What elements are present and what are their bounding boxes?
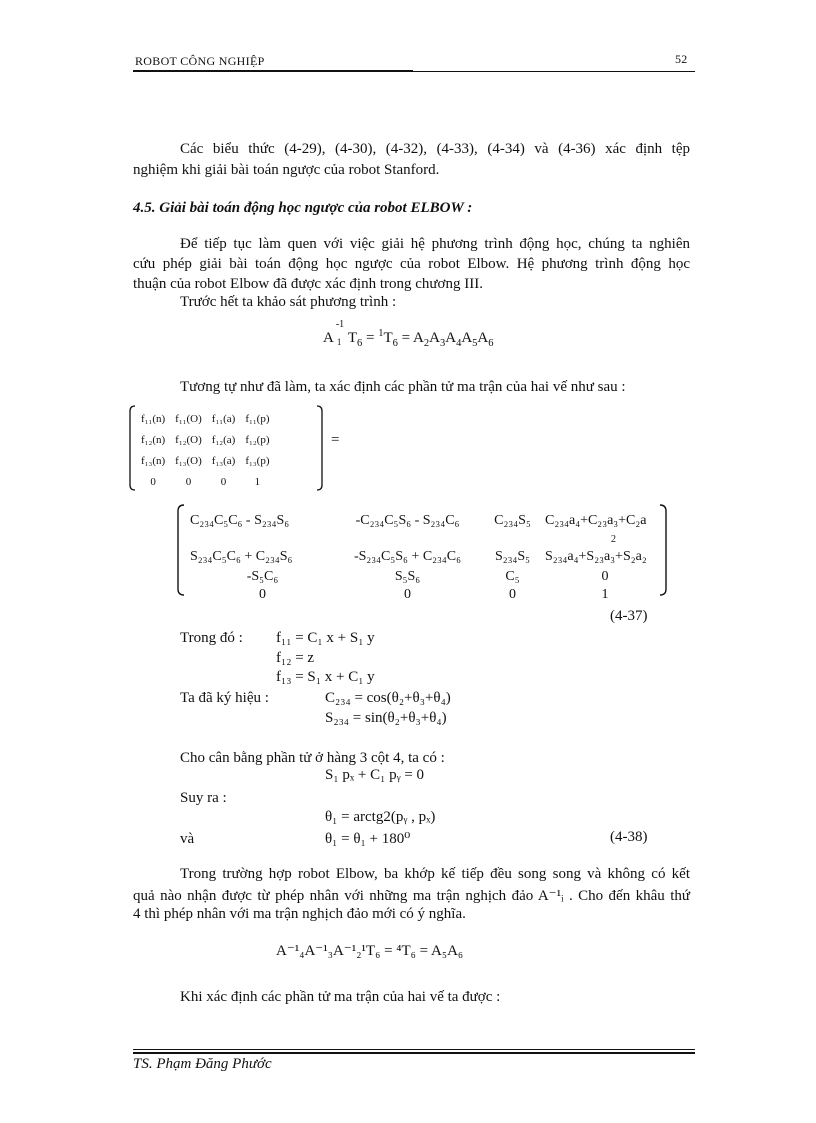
matrix-cell [480, 532, 545, 546]
intro-line-1: Các biểu thức (4-29), (4-30), (4-32), (4-33), (4-34) và (4-36) xác định tệp [180, 141, 690, 157]
matrix-cell: 0 [404, 587, 411, 602]
right-matrix [190, 510, 665, 604]
para2: Tương tự như đã làm, ta xác định các phần tử ma trận của hai vế như sau : [180, 379, 626, 395]
definition-f11: f₁₁ = C₁ x + S₁ y [276, 630, 375, 646]
balance-equation: S₁ pₓ + C₁ pᵧ = 0 [325, 767, 425, 783]
left-matrix-row [136, 450, 275, 471]
right-matrix-open-bracket [174, 504, 186, 596]
matrix-cell: f₁₃(p) [245, 454, 270, 467]
left-matrix-row [136, 429, 275, 450]
matrix-cell: f₁₂(a) [211, 433, 236, 446]
matrix-cell: 0 [185, 475, 192, 488]
matrix-cell: f₁₁(p) [245, 412, 270, 425]
para4: Khi xác định các phần tử ma trận của hai vế ta được : [180, 989, 501, 1005]
right-matrix-close-bracket [658, 504, 670, 596]
matrix-cell: C₅ [505, 569, 520, 584]
matrix-cell: f₁₁(O) [175, 412, 202, 425]
right-matrix-row [190, 546, 665, 568]
notation-s234: S₂₃₄ = sin(θ₂+θ₃+θ₄) [325, 710, 447, 726]
matrix-cell: C₂₃₄S₅ [494, 513, 531, 528]
para1-line-3: thuận của robot Elbow đã được xác định trong chương III. [133, 276, 483, 292]
where-label: Trong đó : [180, 630, 243, 646]
matrix-cell: f₁₂(p) [245, 433, 270, 446]
matrix-cell: f₁₁(n) [141, 412, 166, 425]
left-matrix-close-bracket [315, 405, 325, 491]
theta1-equation: θ₁ = arctg2(pᵧ , pₓ) [325, 809, 436, 825]
header-rule-thin [413, 71, 695, 72]
left-matrix-row [136, 408, 275, 429]
section-heading: 4.5. Giải bài toán động học ngược của robot ELBOW : [133, 200, 473, 216]
matrix-cell: 0 [601, 569, 609, 584]
matrix-cell: f₁₁(a) [211, 412, 236, 425]
running-header-title: ROBOT CÔNG NGHIỆP [135, 54, 265, 68]
footer-rule-top [133, 1049, 695, 1050]
right-matrix-row [190, 568, 665, 586]
matrix-cell: S₂₃₄C₅C₆ + C₂₃₄S₆ [190, 549, 293, 564]
right-matrix-row [190, 532, 665, 546]
suy-ra-label: Suy ra : [180, 790, 227, 806]
definition-f12: f₁₂ = z [276, 650, 315, 666]
theta1-alt-equation: θ₁ = θ₁ + 180⁰ [325, 831, 411, 847]
equation-number-4-37: (4-37) [610, 608, 648, 624]
notation-c234: C₂₃₄ = cos(θ₂+θ₃+θ₄) [325, 690, 451, 706]
footer-author: TS. Phạm Đăng Phước [133, 1056, 272, 1072]
matrix-cell: S₅S₆ [394, 569, 421, 584]
equation-inverse-a1: A -1 1 $T_6 = ^1T_6 = A_2A_3A_4A_5A_6$ [323, 319, 494, 349]
para3-line-3: 4 thì phép nhân với ma trận nghịch đảo mới có ý nghĩa. [133, 906, 466, 922]
matrix-cell: f₁₂(O) [175, 433, 202, 446]
matrix-cell: C₂₃₄C₅C₆ - S₂₃₄S₆ [190, 513, 290, 528]
para1-line-1: Để tiếp tục làm quen với việc giải hệ phương trình động học, chúng ta nghiên [180, 236, 690, 252]
matrix-cell [335, 532, 480, 546]
notation-label: Ta đã ký hiệu : [180, 690, 269, 706]
para3-line-2: quả nào nhận được từ phép nhân với những ma trận nghịch đảo A⁻¹ᵢ . Cho đến khâu thứ [133, 888, 690, 904]
matrix-cell: f₁₃(a) [211, 454, 236, 467]
matrix-cell: f₁₃(n) [141, 454, 166, 467]
matrix-cell: f₁₃(O) [175, 454, 202, 467]
para3-line-1: Trong trường hợp robot Elbow, ba khớp kế tiếp đều song song và không có kết [180, 866, 690, 882]
para1-line-4: Trước hết ta khảo sát phương trình : [180, 294, 397, 310]
right-matrix-row [190, 510, 665, 532]
matrix-cell: S₂₃₄S₅ [494, 549, 531, 564]
right-matrix-row [190, 586, 665, 604]
matrix-cell [190, 532, 335, 546]
para1-line-2: cứu phép giải bài toán động học ngược của robot Elbow. Hệ phương trình động học [133, 256, 690, 272]
footer-rule-bottom [133, 1052, 695, 1054]
left-matrix-row [136, 471, 275, 492]
matrix-cell: 0 [220, 475, 227, 488]
balance-text: Cho cân bằng phần tử ở hàng 3 cột 4, ta có : [180, 750, 445, 766]
left-matrix [136, 408, 275, 492]
matrix-cell: 0 [150, 475, 156, 488]
matrix-cell: C₂₃₄a₄+C₂₃a₃+C₂a [545, 513, 647, 528]
matrix-cell: S₂₃₄a₄+S₂₃a₃+S₂a₂ [545, 549, 647, 564]
matrix-cell: f₁₂(n) [141, 433, 166, 446]
va-label: và [180, 831, 195, 847]
matrix-cell: -S₅C₆ [246, 569, 279, 584]
matrix-cell: -C₂₃₄C₅S₆ - S₂₃₄C₆ [355, 513, 460, 528]
page-number: 52 [675, 52, 688, 66]
equals-sign: = [331, 432, 340, 448]
matrix-cell: 0 [509, 587, 516, 602]
intro-line-2: nghiệm khi giải bài toán ngược của robot Stanford. [133, 162, 440, 178]
matrix-cell: 1 [254, 475, 261, 488]
matrix-cell: 2 [611, 533, 616, 545]
matrix-cell: -S₂₃₄C₅S₆ + C₂₃₄C₆ [353, 549, 462, 564]
equation-inverse-product: A⁻¹₄A⁻¹₃A⁻¹₂¹T₆ = ⁴T₆ = A₅A₆ [276, 943, 464, 959]
equation-number-4-38: (4-38) [610, 829, 648, 845]
matrix-cell: 1 [601, 587, 609, 602]
definition-f13: f₁₃ = S₁ x + C₁ y [276, 669, 375, 685]
header-rule-thick [133, 70, 413, 72]
matrix-cell: 0 [259, 587, 266, 602]
